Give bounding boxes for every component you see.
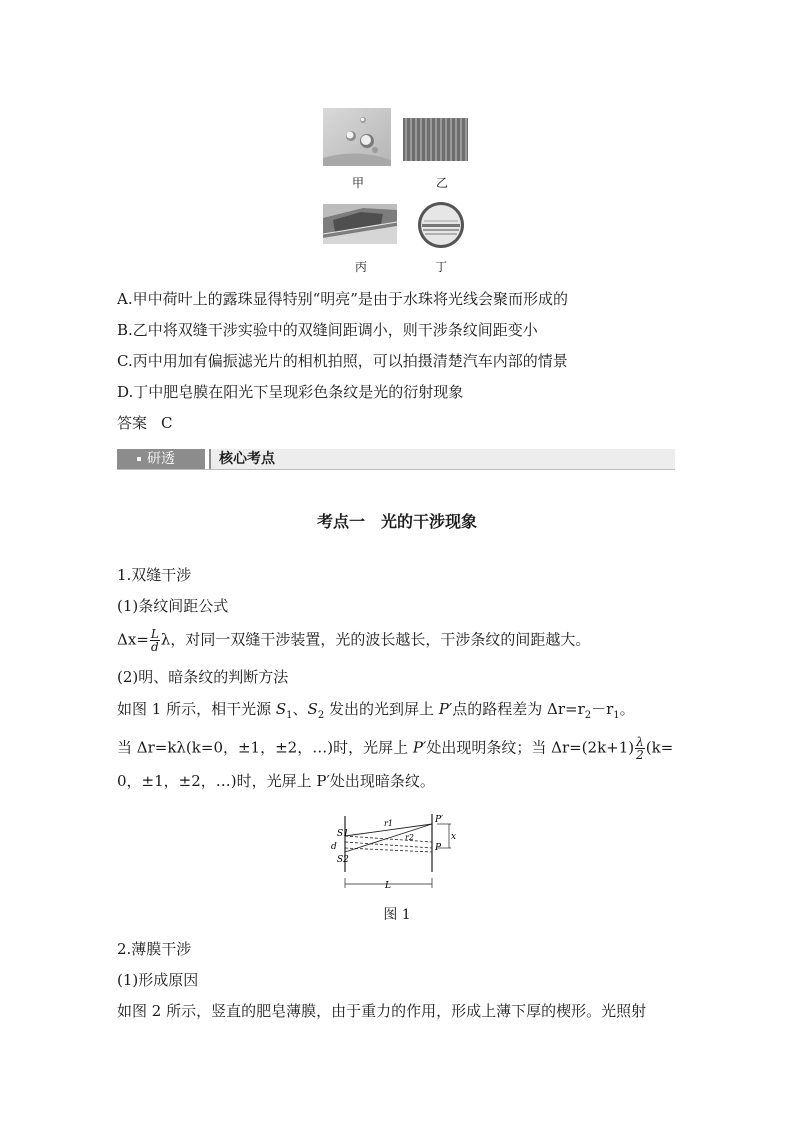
photo-bing <box>323 204 397 244</box>
caption-ding: 丁 <box>434 260 447 274</box>
paragraph-bright-fringe: 当 Δr=kλ(k=0，±1，±2，…)时，光屏上 P′处出现明条纹；当 Δr=(2k+1) $\frac{\lambda}{2}$ (k= <box>117 735 674 762</box>
fraction-lambda-2: $\frac{\lambda}{2}$ <box>636 735 644 762</box>
label-s1: S1 <box>337 829 349 839</box>
figure1-caption: 图 1 <box>383 907 411 923</box>
option-a: A.甲中荷叶上的露珠显得特别“明亮”是由于水珠将光线会聚而形成的 <box>117 290 568 308</box>
heading-judge-method: (2)明、暗条纹的判断方法 <box>117 668 289 686</box>
heading-double-slit: 1.双缝干涉 <box>117 566 192 584</box>
formula-line: Δx= $\frac{L}{d}$ λ，对同一双缝干涉装置，光的波长越长，干涉条纹的间距越大。 <box>117 627 591 654</box>
option-c: C.丙中用加有偏振滤光片的相机拍照，可以拍摄清楚汽车内部的情景 <box>117 352 568 370</box>
label-L: L <box>385 881 391 891</box>
answer-label: 答案 <box>117 414 148 432</box>
label-r2: r2 <box>405 833 414 842</box>
caption-bing: 丙 <box>354 260 367 274</box>
figure1-diagram <box>327 812 467 894</box>
option-d: D.丁中肥皂膜在阳光下呈现彩色条纹是光的衍射现象 <box>117 383 464 401</box>
caption-yi: 乙 <box>435 176 448 190</box>
section-tab: 研透 <box>117 449 205 469</box>
label-r1: r1 <box>384 819 393 828</box>
paragraph-path-diff: 如图 1 所示，相干光源 $S_1$、$S_2$ 发出的光到屏上 P′点的路程差为 $\Delta r=r_2-r_1$。 <box>117 700 635 721</box>
label-x: x <box>451 832 457 842</box>
label-p: P <box>435 843 442 853</box>
heading-formation-cause: (1)形成原因 <box>117 971 199 989</box>
photo-yi <box>403 118 468 161</box>
label-s2: S2 <box>337 855 349 865</box>
section-label-box <box>211 449 675 469</box>
section-label: 核心考点 <box>219 451 275 467</box>
answer-value: C <box>161 414 173 432</box>
label-p-prime: P′ <box>435 815 444 825</box>
paragraph-soap-film: 如图 2 所示，竖直的肥皂薄膜，由于重力的作用，形成上薄下厚的楔形。光照射 <box>117 1002 647 1020</box>
fraction-L-d: $\frac{L}{d}$ <box>150 627 159 654</box>
heading-fringe-spacing: (1)条纹间距公式 <box>117 597 229 615</box>
section-bar <box>117 449 675 469</box>
answer-line <box>117 414 173 432</box>
section-title: 考点一 光的干涉现象 <box>316 512 477 531</box>
heading-thin-film: 2.薄膜干涉 <box>117 940 192 958</box>
option-b: B.乙中将双缝干涉实验中的双缝间距调小，则干涉条纹间距变小 <box>117 321 538 339</box>
paragraph-dark-fringe: 0，±1，±2，…)时，光屏上 P′处出现暗条纹。 <box>117 772 435 790</box>
label-d: d <box>331 842 337 852</box>
photo-jia <box>323 108 391 166</box>
photo-ding <box>416 200 466 250</box>
caption-jia: 甲 <box>351 176 364 190</box>
